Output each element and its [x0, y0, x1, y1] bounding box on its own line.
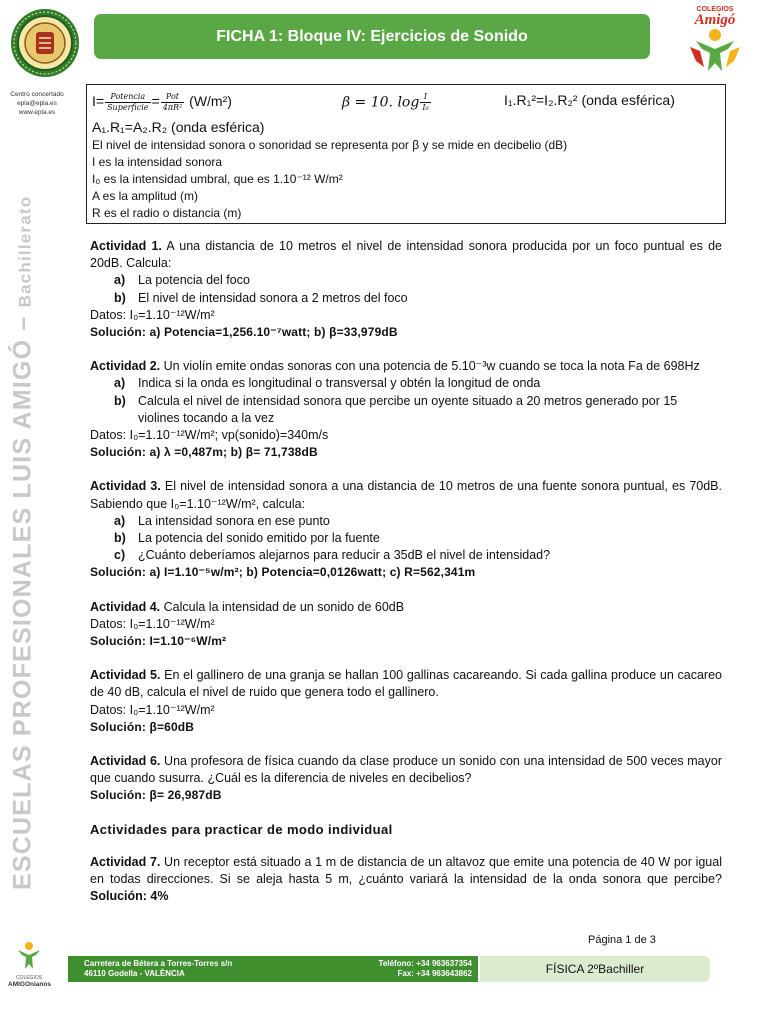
activity-label: Actividad 2. — [90, 359, 161, 374]
intensity-formula: I= $\frac{\text{Potencia}}{\text{Superficie}}$ = $\frac{\text{Pot}}{\text{4πR²}}$ (W/m²) — [92, 92, 232, 112]
colegios-amigonianos-logo — [8, 940, 50, 990]
footer-address-line: 46110 Godella - VALÈNCIA — [84, 969, 185, 978]
activity-data: Datos: I₀=1.10⁻¹²W/m² — [90, 616, 215, 631]
logo-top-text: COLEGIOS — [15, 975, 43, 981]
people-figure-icon — [684, 27, 746, 73]
list-item: b) Calcula el nivel de intensidad sonora que percibe un oyente situado a 20 metros generado por 15 violines tocando a la vez — [114, 393, 678, 425]
activity-text: Un violín emite ondas sonoras con una potencia de 5.10⁻³w cuando se toca la nota Fa de 698Hz — [160, 359, 700, 374]
activity-text: Una profesora de física cuando da clase produce un sonido con una intensidad de 500 veces mayor que cuando susurra. ¿Cuál es la diferencia de niveles en decibelios? — [90, 754, 722, 786]
activity-data: Datos: I₀=1.10⁻¹²W/m² — [90, 307, 215, 322]
page-title: FICHA 1: Bloque IV: Ejercicios de Sonido — [94, 14, 650, 59]
activities-content — [90, 238, 722, 922]
page-number: Página 1 de 3 — [588, 934, 656, 946]
logo-main-text: Amigó — [694, 12, 736, 28]
list-item: a) Indica si la onda es longitudinal o transversal y obtén la longitud de onda — [114, 376, 541, 391]
logo-top-text: COLEGIOS — [696, 6, 734, 13]
footer-subject: FÍSICA 2ºBachiller — [480, 956, 710, 982]
activity-7 — [90, 854, 722, 906]
activity-text: Calcula la intensidad de un sonido de 60dB — [160, 599, 405, 614]
school-seal-logo — [10, 8, 80, 78]
vertical-title-main: ESCUELAS PROFESIONALES LUIS AMIGÓ – — [8, 315, 37, 890]
contact-website: www.epla.es — [18, 109, 56, 116]
activity-solution: Solución: I=1.10⁻⁶W/m² — [90, 634, 227, 649]
sound-level-formula: β = 10. log $\frac{I}{\text{I₀}}$ — [342, 92, 429, 112]
footer-address-line: Carretera de Bétera a Torres-Torres s/n — [84, 959, 233, 968]
formula-note: R es el radio o distancia (m) — [92, 206, 242, 220]
activity-5 — [90, 667, 722, 736]
formula-box — [86, 84, 726, 224]
section-heading: Actividades para practicar de modo individual — [90, 821, 393, 837]
activity-solution: Solución: 4% — [90, 889, 169, 904]
activity-label: Actividad 3. — [90, 479, 161, 494]
spherical-amplitude-formula: A₁.R₁=A₂.R₂ (onda esférica) — [92, 119, 265, 135]
activity-label: Actividad 5. — [90, 668, 161, 683]
vertical-title-sub: Bachillerato — [15, 195, 35, 308]
activity-data: Datos: I₀=1.10⁻¹²W/m²; vp(sonido)=340m/s — [90, 428, 329, 443]
activity-solution: Solución: a) I=1.10⁻⁵w/m²; b) Potencia=0,0126watt; c) R=562,341m — [90, 565, 476, 580]
list-item: a) La intensidad sonora en ese punto — [114, 513, 330, 528]
contact-info — [6, 90, 68, 117]
logo-main-text: AMIGOnianos — [8, 981, 51, 988]
activity-text: Un receptor está situado a 1 m de distancia de un altavoz que emite una potencia de 40 W por igual en todas direcciones. Si se aleja hasta 5 m, ¿cuánto variará la intensidad de la onda sonora que percibe? — [90, 854, 722, 886]
activity-label: Actividad 7. — [90, 854, 161, 869]
contact-center-type: Centro concertado — [10, 91, 64, 98]
activity-text: A una distancia de 10 metros el nivel de intensidad sonora producida por un foco puntual es de 20dB. Calcula: — [90, 239, 722, 271]
activity-text: En el gallinero de una granja se hallan 100 gallinas cacareando. Si cada gallina produce un cacareo de 40 dB, calcula el nivel de ruido que genera todo el gallinero. — [90, 668, 722, 700]
formula-note: A es la amplitud (m) — [92, 189, 199, 203]
colegios-amigo-logo — [684, 6, 746, 74]
formula-note: El nivel de intensidad sonora o sonoridad se representa por β y se mide en decibelio (dB) — [92, 138, 568, 152]
list-item: a) La potencia del foco — [114, 273, 250, 288]
activity-text: El nivel de intensidad sonora a una distancia de 10 metros de una fuente sonora puntual, es 70dB. Sabiendo que I₀=1.10⁻¹²W/m², calcula: — [90, 479, 722, 511]
formula-note: I₀ es la intensidad umbral, que es 1.10⁻¹² W/m² — [92, 172, 343, 186]
footer-phone: Teléfono: +34 963637354 — [378, 959, 472, 968]
footer-fax: Fax: +34 963643862 — [397, 969, 472, 978]
people-figure-icon — [14, 940, 44, 970]
footer-address-bar — [68, 956, 478, 982]
spherical-intensity-formula: I₁.R₁²=I₂.R₂² (onda esférica) — [504, 92, 675, 108]
activity-label: Actividad 6. — [90, 754, 161, 769]
contact-email: epla@epla.es — [17, 100, 57, 107]
formula-note: I es la intensidad sonora — [92, 155, 223, 169]
activity-label: Actividad 1. — [90, 239, 162, 253]
activity-2 — [90, 358, 722, 461]
list-item: b) La potencia del sonido emitido por la fuente — [114, 531, 380, 546]
activity-4 — [90, 599, 722, 651]
activity-solution: Solución: a) Potencia=1,256.10⁻⁷watt; b) β=33,979dB — [90, 325, 398, 340]
activity-1 — [90, 238, 722, 341]
list-item: c) ¿Cuánto deberíamos alejarnos para reducir a 35dB el nivel de intensidad? — [114, 548, 551, 563]
activity-3 — [90, 478, 722, 581]
activity-solution: Solución: a) λ =0,487m; b) β= 71,738dB — [90, 445, 318, 460]
activity-solution: Solución: β= 26,987dB — [90, 788, 222, 803]
activity-label: Actividad 4. — [90, 599, 161, 614]
formula-row — [92, 88, 720, 118]
activity-6 — [90, 753, 722, 805]
activity-solution: Solución: β=60dB — [90, 719, 195, 734]
vertical-school-name — [8, 195, 38, 890]
list-item: b) El nivel de intensidad sonora a 2 metros del foco — [114, 290, 408, 305]
activity-data: Datos: I₀=1.10⁻¹²W/m² — [90, 702, 215, 717]
